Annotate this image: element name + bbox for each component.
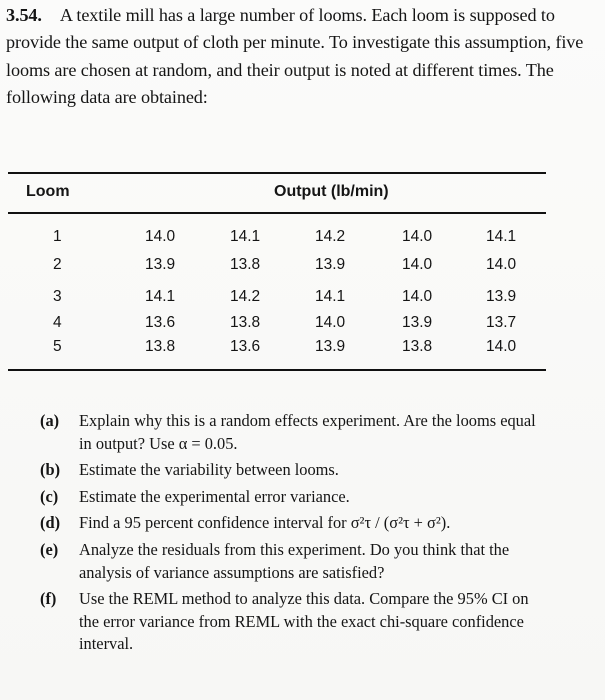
loom-id: 3 [53, 288, 62, 305]
output-cell: 14.0 [402, 288, 433, 305]
output-cell: 13.9 [402, 314, 433, 331]
output-cell: 14.2 [230, 288, 261, 305]
part-text: Analyze the residuals from this experiment. Do you think that the analysis of variance assumptions are satisfied? [79, 539, 510, 582]
part-text: Estimate the experimental error variance. [79, 486, 350, 506]
output-cell: 14.1 [145, 288, 176, 305]
problem-parts [40, 410, 550, 660]
part-label: (c) [40, 486, 59, 506]
part-label: (e) [40, 539, 59, 559]
output-cell: 14.1 [230, 228, 261, 245]
part-text: Find a 95 percent confidence interval for σ²τ / (σ²τ + σ²). [79, 513, 451, 533]
output-cell: 13.8 [230, 314, 261, 331]
output-cell: 13.9 [486, 288, 517, 305]
problem-statement [6, 2, 602, 112]
output-cell: 14.0 [145, 228, 176, 245]
part-a [40, 410, 550, 455]
output-cell: 13.9 [145, 256, 176, 273]
output-cell: 13.9 [315, 256, 346, 273]
output-cell: 13.8 [402, 338, 433, 355]
loom-id: 1 [53, 228, 62, 245]
loom-id: 5 [53, 338, 62, 355]
output-cell: 14.0 [402, 256, 433, 273]
output-cell: 14.2 [315, 228, 346, 245]
output-cell: 14.0 [402, 228, 433, 245]
part-f [40, 588, 550, 656]
output-cell: 13.8 [230, 256, 261, 273]
part-c [40, 486, 550, 509]
output-cell: 13.6 [145, 314, 176, 331]
table-top-rule [8, 172, 546, 174]
table-row-loom-1 [8, 228, 546, 256]
part-text: Use the REML method to analyze this data. Compare the 95% CI on the error variance from REML with the exact chi-square confidence interval. [79, 589, 529, 654]
part-label: (b) [40, 460, 61, 480]
part-label: (f) [40, 589, 57, 609]
output-cell: 14.1 [315, 288, 346, 305]
table-header-rule [8, 212, 546, 214]
part-label: (a) [40, 411, 60, 430]
part-d [40, 512, 550, 535]
part-b [40, 459, 550, 482]
table-row-loom-3 [8, 288, 546, 316]
output-cell: 14.0 [486, 338, 517, 355]
problem-number: 3.54. [6, 5, 42, 25]
part-text: Estimate the variability between looms. [79, 460, 339, 480]
table-row-loom-5 [8, 338, 546, 366]
header-loom: Loom [26, 183, 70, 200]
table-row-loom-2 [8, 256, 546, 284]
output-cell: 14.0 [486, 256, 517, 273]
header-output: Output (lb/min) [274, 183, 389, 200]
part-e [40, 539, 550, 584]
output-cell: 14.1 [486, 228, 517, 245]
output-cell: 13.6 [230, 338, 261, 355]
table-bottom-rule [8, 369, 546, 371]
loom-id: 4 [53, 314, 62, 331]
output-cell: 13.9 [315, 338, 346, 355]
part-label: (d) [40, 513, 61, 533]
output-cell: 14.0 [315, 314, 346, 331]
part-text: Explain why this is a random effects experiment. Are the looms equal in output? Use α = 0.05. [79, 411, 536, 453]
loom-id: 2 [53, 256, 62, 273]
problem-intro-text: A textile mill has a large number of looms. Each loom is supposed to provide the same output of cloth per minute. To investigate this assumption, five looms are chosen at random, and their output is noted at different times. The following data are obtained: [6, 5, 584, 108]
output-cell: 13.8 [145, 338, 176, 355]
output-cell: 13.7 [486, 314, 517, 331]
